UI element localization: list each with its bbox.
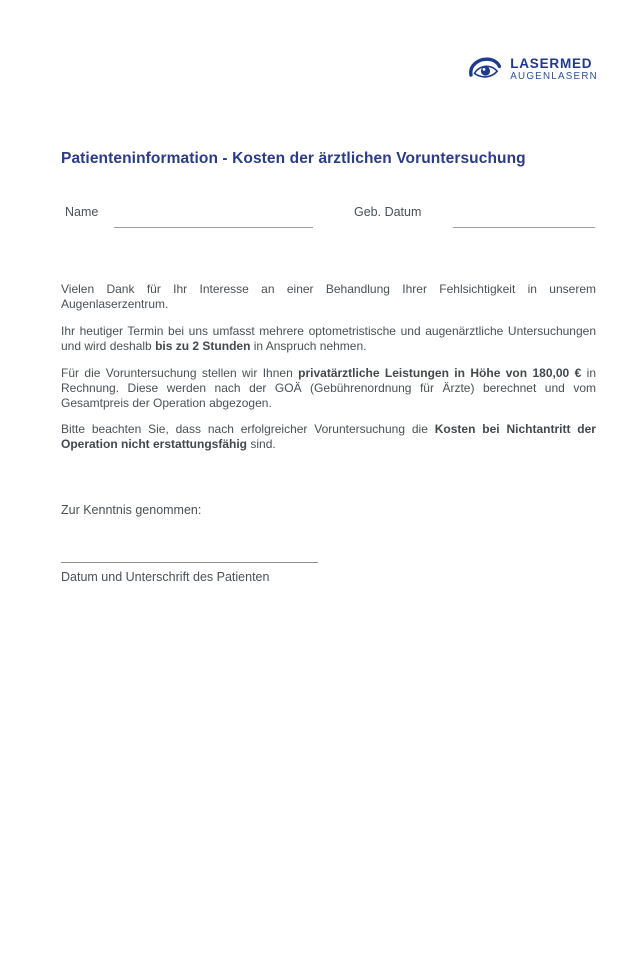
paragraph-text: Für die Voruntersuchung stellen wir Ihnen — [61, 366, 299, 380]
signature-field-line[interactable] — [61, 562, 318, 563]
paragraph-text: Bitte beachten Sie, dass nach erfolgreicher Voruntersuchung die — [61, 422, 435, 436]
logo-brand: LASERMED — [510, 56, 593, 72]
page-title: Patienteninformation - Kosten der ärztlichen Voruntersuchung — [61, 150, 526, 167]
paragraph-bold: privatärztliche Leistungen in Höhe von 180,00 € — [298, 366, 582, 380]
dob-field-line[interactable] — [453, 227, 595, 228]
paragraph-refund — [61, 422, 596, 452]
acknowledgement-label: Zur Kenntnis genommen: — [61, 503, 202, 517]
logo-subtitle: AUGENLASERN — [510, 71, 598, 83]
paragraph-text: Ihr heutiger Termin bei uns umfasst mehrere optometristische und augenärztliche Untersuchungen und wird deshalb — [61, 324, 596, 353]
paragraph-text: Vielen Dank für Ihr Interesse an einer Behandlung Ihrer Fehlsichtigkeit in unserem Augenlaserzentrum. — [61, 282, 596, 311]
paragraph-costs — [61, 366, 596, 411]
eye-icon — [468, 56, 502, 84]
paragraph-intro — [61, 282, 596, 312]
paragraph-text: in Anspruch nehmen. — [250, 339, 367, 353]
paragraph-text: in Rechnung. Diese werden nach der GOÄ (Gebührenordnung für Ärzte) berechnet und vom Gesamtpreis der Operation abgezogen. — [61, 366, 596, 410]
logo — [468, 56, 598, 84]
paragraph-text: sind. — [247, 437, 276, 451]
name-label: Name — [65, 205, 99, 219]
dob-label: Geb. Datum — [354, 205, 422, 219]
paragraph-appointment — [61, 324, 596, 354]
logo-text — [510, 57, 598, 82]
signature-caption: Datum und Unterschrift des Patienten — [61, 570, 270, 584]
paragraph-bold: bis zu 2 Stunden — [155, 339, 251, 353]
name-field-line[interactable] — [114, 227, 313, 228]
paragraph-bold: Kosten bei Nichtantritt der Operation nicht erstattungsfähig — [61, 422, 596, 451]
